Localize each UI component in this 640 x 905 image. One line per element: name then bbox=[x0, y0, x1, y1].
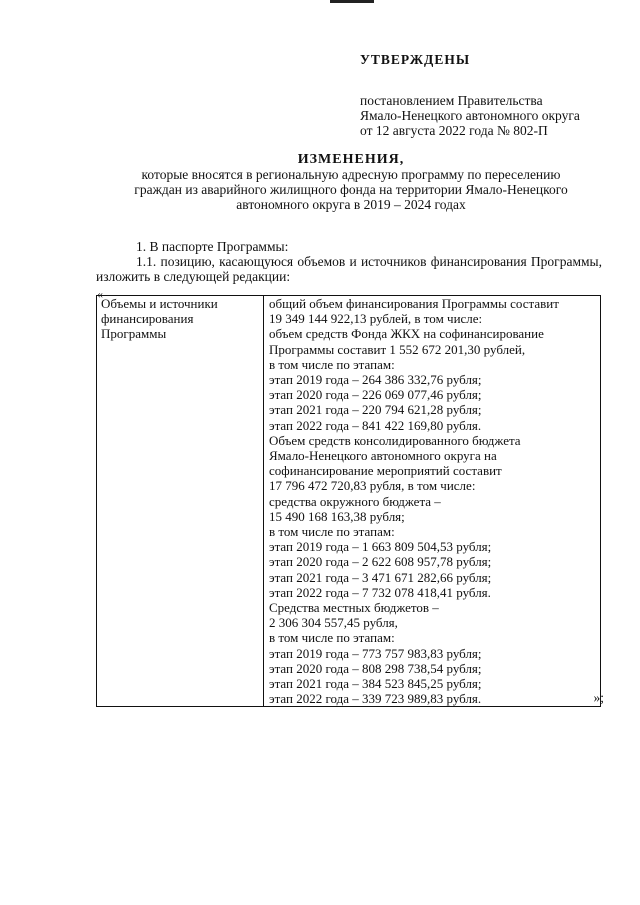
table-value-line: этап 2020 года – 226 069 077,46 рубля; bbox=[269, 387, 482, 403]
financing-table bbox=[96, 295, 601, 707]
table-value-line: этап 2019 года – 264 386 332,76 рубля; bbox=[269, 372, 482, 388]
table-value-line: Ямало-Ненецкого автономного округа на bbox=[269, 448, 497, 464]
table-value-line: этап 2020 года – 2 622 608 957,78 рубля; bbox=[269, 554, 492, 570]
table-label-line: Объемы и источники bbox=[101, 296, 218, 311]
table-value-line: этап 2020 года – 808 298 738,54 рубля; bbox=[269, 660, 482, 676]
table-value-line: этап 2021 года – 220 794 621,28 рубля; bbox=[269, 402, 482, 418]
approval-line: Ямало-Ненецкого автономного округа bbox=[360, 108, 580, 123]
approval-line: от 12 августа 2022 года № 802-П bbox=[360, 123, 548, 138]
table-value-line: 19 349 144 922,13 рублей, в том числе: bbox=[269, 311, 483, 327]
approval-block bbox=[360, 52, 630, 138]
table-value-line: средства окружного бюджета – bbox=[269, 493, 441, 509]
table-value-line: этап 2022 года – 339 723 989,83 рубля. bbox=[269, 691, 482, 707]
table-value-line: общий объем финансирования Программы составит bbox=[269, 296, 559, 311]
document-subtitle-line: граждан из аварийного жилищного фонда на территории Ямало-Ненецкого bbox=[134, 182, 568, 197]
table-value-line: софинансирование мероприятий составит bbox=[269, 463, 502, 479]
table-value-line: в том числе по этапам: bbox=[269, 356, 395, 372]
table-value-line: Средства местных бюджетов – bbox=[269, 600, 439, 616]
table-value-line: этап 2019 года – 1 663 809 504,53 рубля; bbox=[269, 539, 492, 555]
paragraph-item-1: 1. В паспорте Программы: bbox=[136, 239, 289, 254]
close-quote: »; bbox=[593, 690, 604, 705]
table-value-line: 2 306 304 557,45 рубля, bbox=[269, 615, 398, 631]
table-value-line: 15 490 168 163,38 рубля; bbox=[269, 508, 405, 524]
table-value-line: этап 2021 года – 3 471 671 282,66 рубля; bbox=[269, 569, 492, 585]
table-label-line: Программы bbox=[101, 326, 167, 342]
paragraph-item-1-1: 1.1. позицию, касающуюся объемов и источников финансирования Программы, изложить в следующей редакции: bbox=[96, 254, 602, 284]
scan-mark bbox=[330, 0, 374, 3]
table-value-line: этап 2022 года – 841 422 169,80 рубля. bbox=[269, 417, 482, 433]
table-value-line: в том числе по этапам: bbox=[269, 524, 395, 540]
table-value-line: этап 2021 года – 384 523 845,25 рубля; bbox=[269, 676, 482, 692]
table-value-line: 17 796 472 720,83 рубля, в том числе: bbox=[269, 478, 476, 494]
table-cell-label bbox=[97, 296, 264, 707]
table-cell-value bbox=[264, 296, 601, 707]
open-quote: « bbox=[97, 287, 103, 301]
document-subtitle-line: автономного округа в 2019 – 2024 годах bbox=[236, 197, 466, 212]
table-value-line: этап 2019 года – 773 757 983,83 рубля; bbox=[269, 645, 482, 661]
table-value-line: этап 2022 года – 7 732 078 418,41 рубля. bbox=[269, 584, 491, 600]
table-value-line: в том числе по этапам: bbox=[269, 630, 395, 646]
approval-line: постановлением Правительства bbox=[360, 93, 543, 108]
table-value-line: Программы составит 1 552 672 201,30 рублей, bbox=[269, 341, 526, 357]
table-row bbox=[97, 296, 601, 707]
document-subtitle-line: которые вносятся в региональную адресную программу по переселению bbox=[141, 167, 561, 182]
document-heading bbox=[96, 152, 606, 212]
table-value-line: объем средств Фонда ЖКХ на софинансирование bbox=[269, 326, 544, 342]
table-label-line: финансирования bbox=[101, 311, 194, 327]
document-title: ИЗМЕНЕНИЯ, bbox=[297, 152, 405, 167]
table-value-line: Объем средств консолидированного бюджета bbox=[269, 432, 521, 448]
approval-title: УТВЕРЖДЕНЫ bbox=[360, 52, 471, 67]
